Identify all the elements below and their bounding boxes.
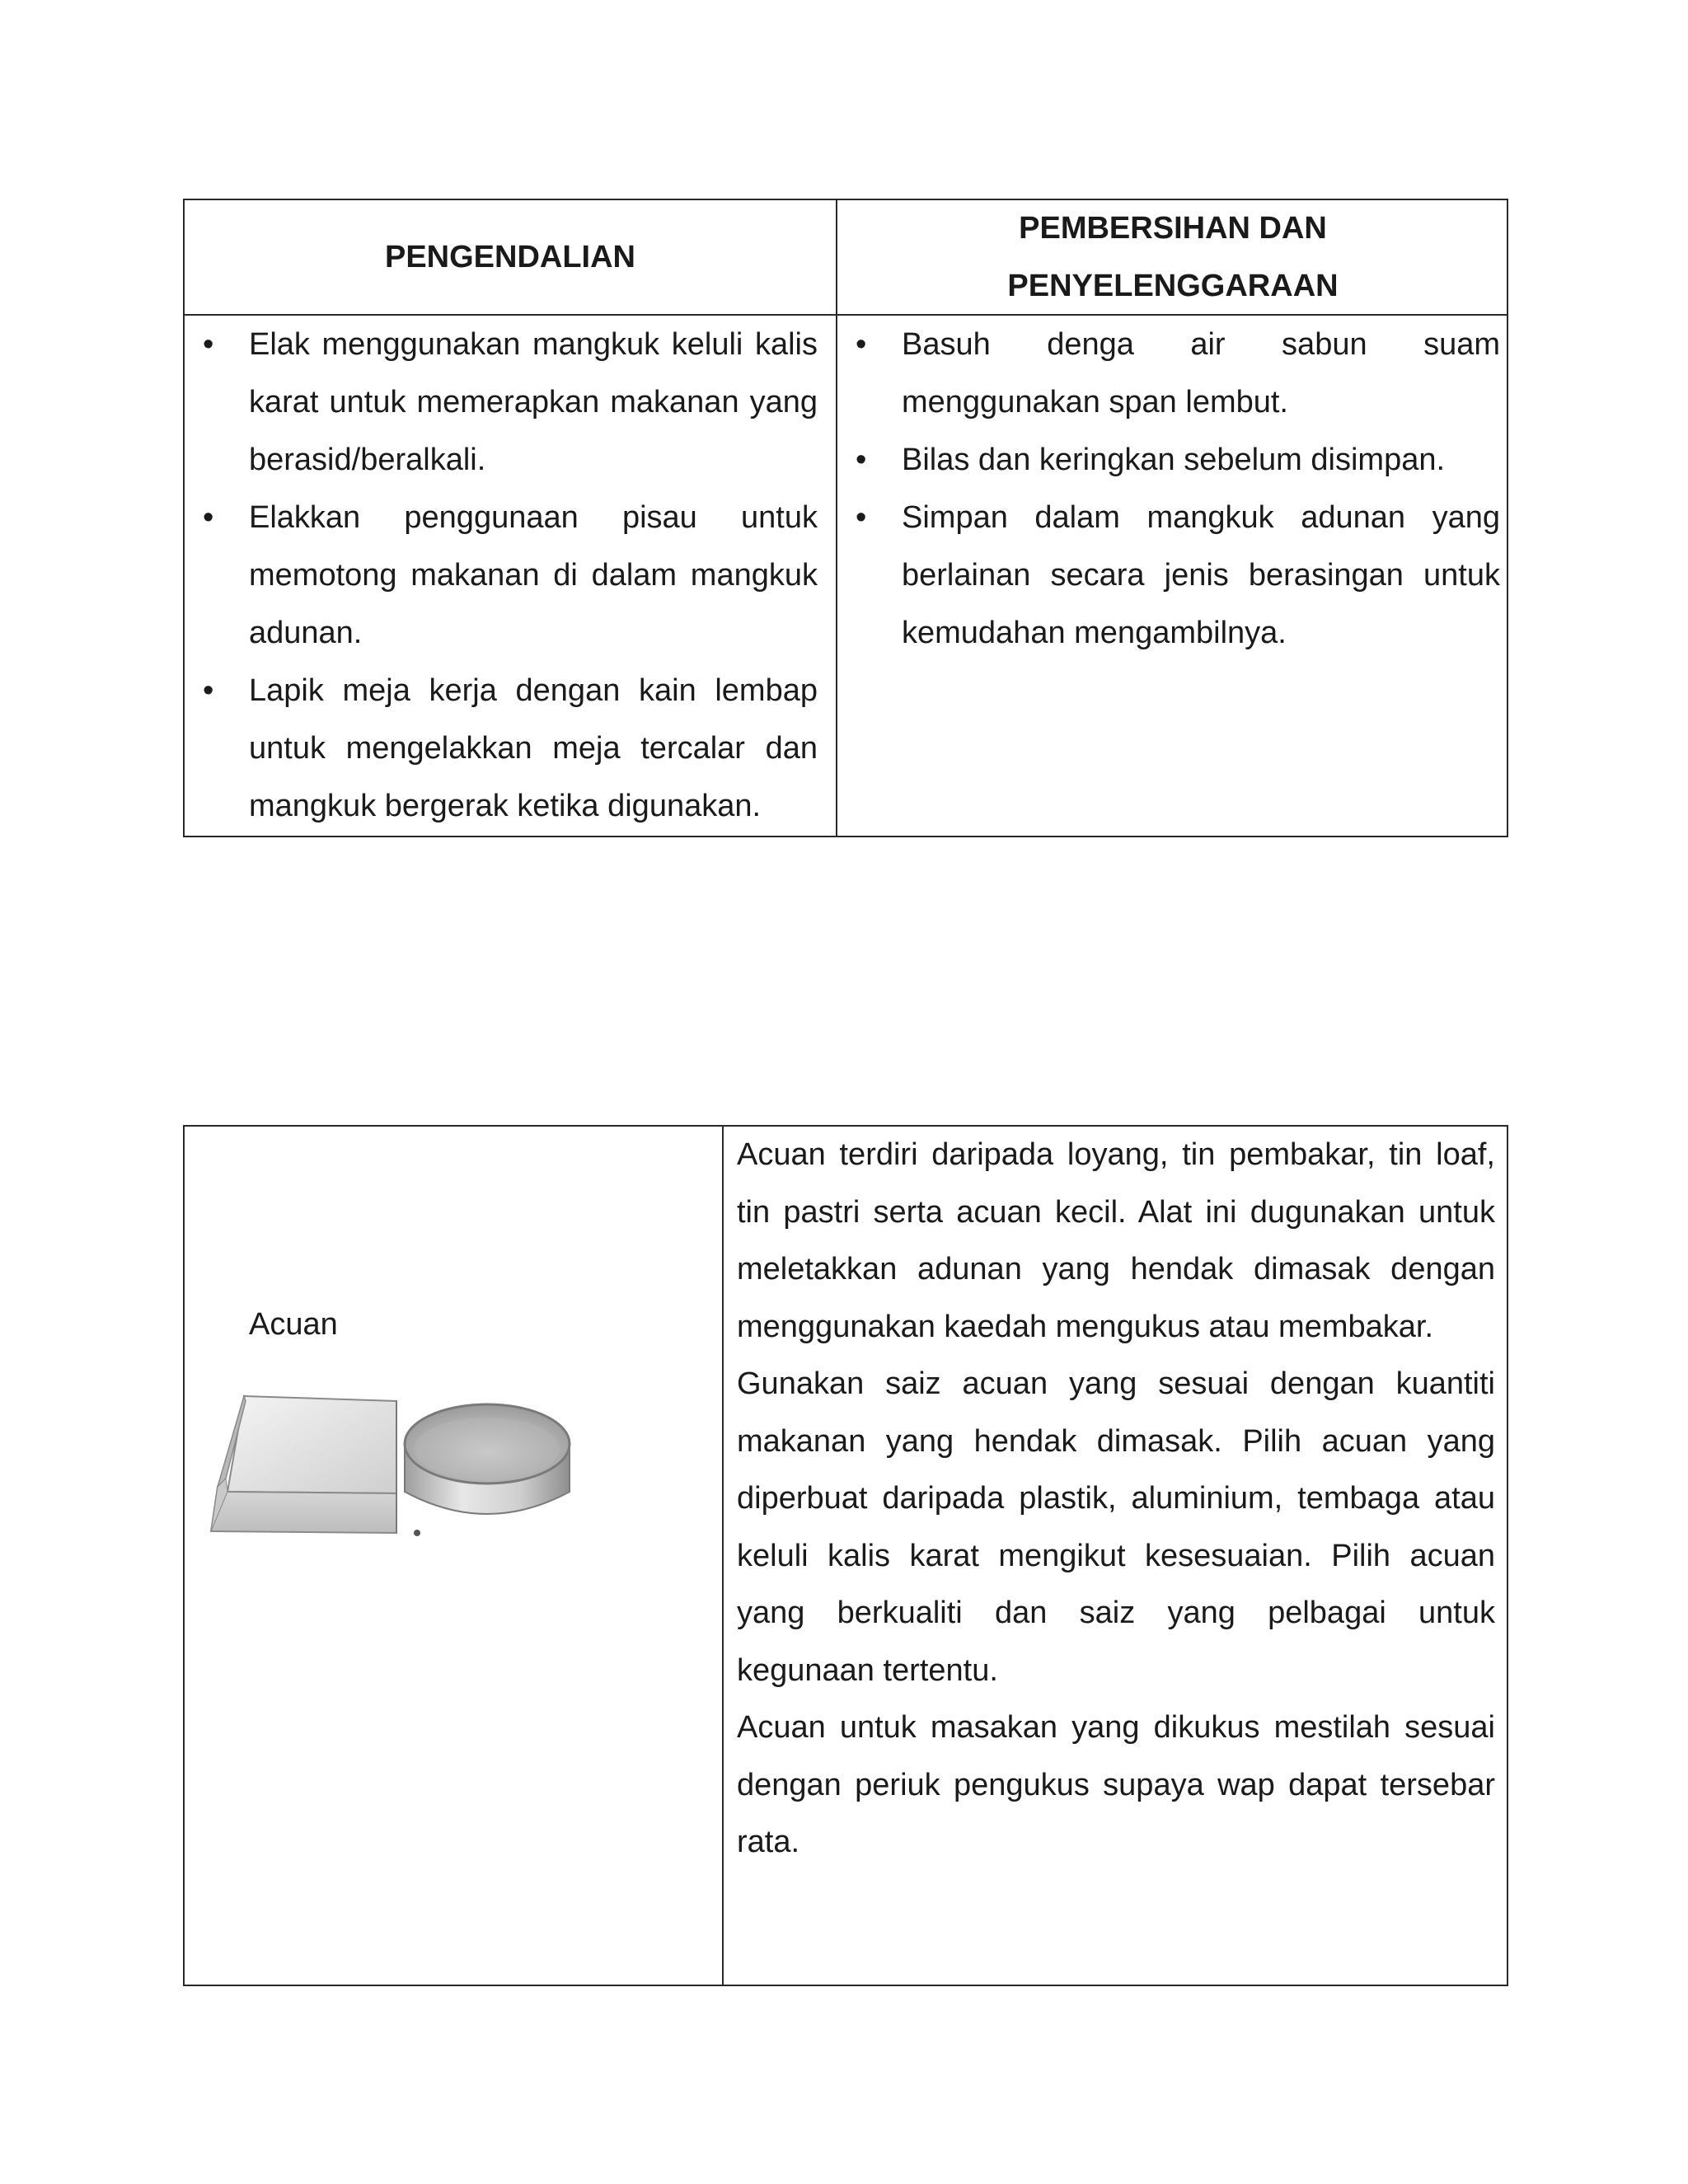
- list-item-text: Simpan dalam mangkuk adunan yang berlainan secara jenis berasingan untuk kemudahan mengambilnya.: [902, 500, 1500, 650]
- bullet-icon: •: [203, 500, 214, 535]
- list-item: [844, 316, 1500, 431]
- header-pengendalian: [185, 200, 836, 314]
- bullet-icon: •: [203, 327, 214, 362]
- acuan-description: [737, 1127, 1495, 1872]
- acuan-table: [183, 1125, 1508, 1986]
- list-item-text: Elakkan penggunaan pisau untuk memotong makanan di dalam mangkuk adunan.: [249, 500, 818, 650]
- header-pembersihan-line2: PENYELENGGARAAN: [1007, 269, 1339, 303]
- list-item: [844, 431, 1500, 489]
- cake-pans-icon: [203, 1394, 590, 1543]
- handling-cell: [191, 316, 818, 835]
- header-pembersihan: [837, 200, 1508, 314]
- table-column-divider: [722, 1127, 724, 1985]
- equipment-name: Acuan: [249, 1307, 338, 1342]
- list-item: [191, 316, 818, 489]
- handling-maintenance-table: [183, 199, 1508, 837]
- maintenance-list: [844, 316, 1500, 662]
- bullet-icon: •: [856, 443, 867, 477]
- description-paragraph: Acuan terdiri daripada loyang, tin pembakar, tin loaf, tin pastri serta acuan kecil. Alat ini dugunakan untuk meletakkan adunan yang hendak dimasak dengan menggunakan kaedah mengukus atau membakar.: [737, 1137, 1495, 1344]
- handling-list: [191, 316, 818, 835]
- list-item: [844, 489, 1500, 662]
- list-item: [191, 489, 818, 662]
- description-paragraph: Gunakan saiz acuan yang sesuai dengan kuantiti makanan yang hendak dimasak. Pilih acuan yang diperbuat daripada plastik, aluminium, tembaga atau keluli kalis karat mengikut kesesuaian. Pilih acuan yang berkualiti dan saiz yang pelbagai untuk kegunaan tertentu.: [737, 1366, 1495, 1688]
- bullet-icon: •: [856, 500, 867, 535]
- header-pengendalian-text: PENGENDALIAN: [384, 240, 636, 274]
- header-pembersihan-line1: PEMBERSIHAN DAN: [1019, 211, 1327, 246]
- bullet-icon: •: [856, 327, 867, 362]
- list-item-text: Elak menggunakan mangkuk keluli kalis karat untuk memerapkan makanan yang berasid/beralkali.: [249, 327, 818, 477]
- list-item-text: Lapik meja kerja dengan kain lembap untuk mengelakkan meja tercalar dan mangkuk bergerak ketika digunakan.: [249, 673, 818, 823]
- list-item: [191, 662, 818, 835]
- list-item-text: Basuh denga air sabun suam menggunakan span lembut.: [902, 327, 1500, 419]
- description-paragraph: Acuan untuk masakan yang dikukus mestilah sesuai dengan periuk pengukus supaya wap dapat tersebar rata.: [737, 1710, 1495, 1859]
- maintenance-cell: [844, 316, 1500, 662]
- bullet-icon: •: [203, 673, 214, 708]
- list-item-text: Bilas dan keringkan sebelum disimpan.: [902, 443, 1446, 477]
- round-pan-icon: [405, 1404, 570, 1514]
- square-pan-icon: [211, 1396, 396, 1533]
